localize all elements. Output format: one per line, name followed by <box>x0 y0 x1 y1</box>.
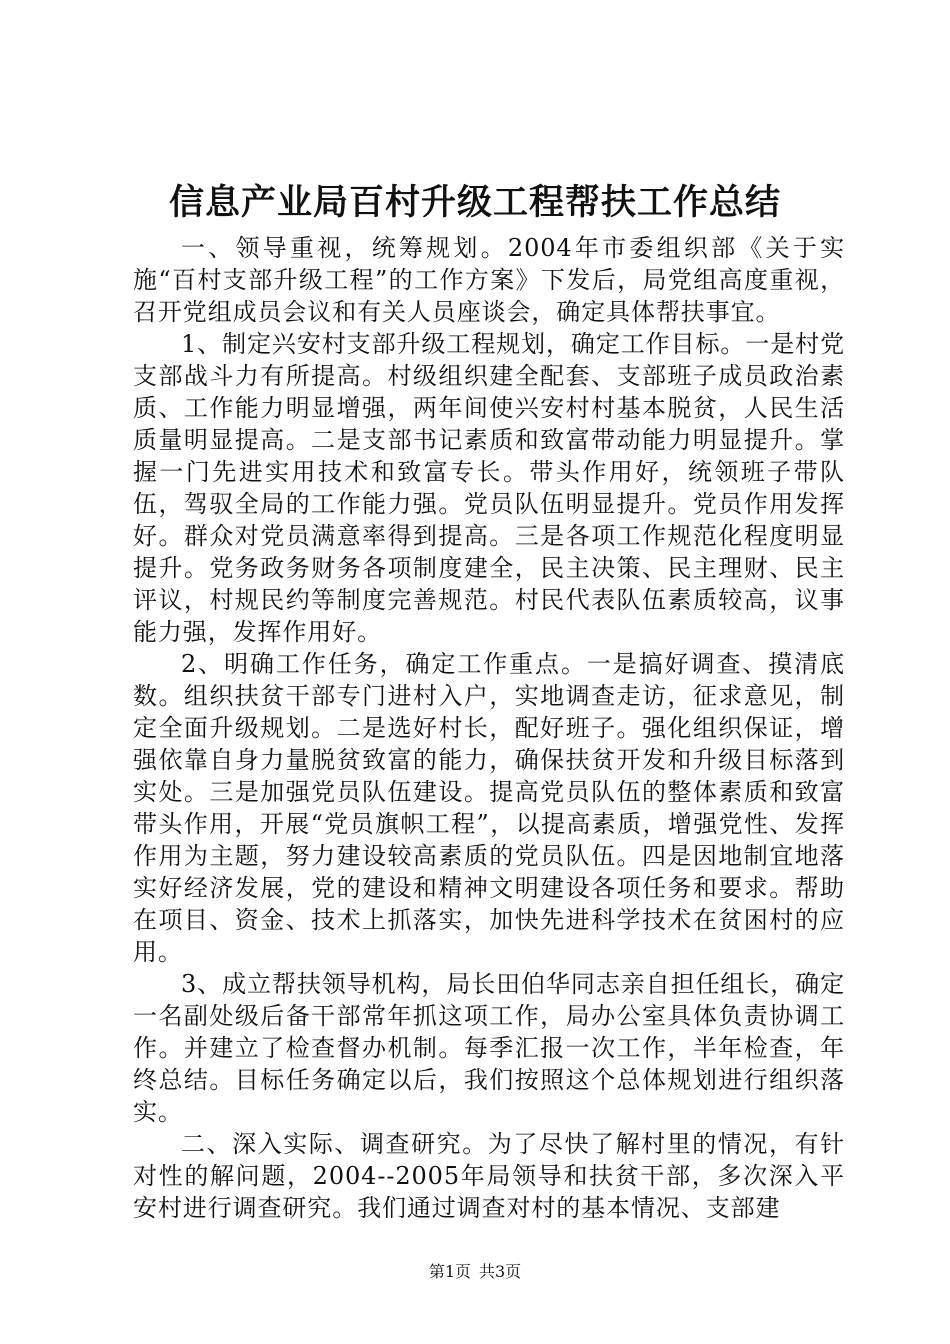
paragraph-investigation: 二、深入实际、调查研究。为了尽快了解村里的情况，有针对性的解问题，2004--2005年局领导和扶贫干部，多次深入平安村进行调查研究。我们通过调查对村的基本情况、支部建 <box>133 1130 845 1222</box>
paragraph-plan-goals: 1、制定兴安村支部升级工程规划，确定工作目标。一是村党支部战斗力有所提高。村级组织建全配套、支部班子成员政治素质、工作能力明显增强，两年间使兴安村村基本脱贫，人民生活质量明显提高。二是支部书记素质和致富带动能力明显提升。掌握一门先进实用技术和致富专长。带头作用好，统领班子带队伍，驾驭全局的工作能力强。党员队伍明显提升。党员作用发挥好。群众对党员满意率得到提高。三是各项工作规范化程度明显提升。党务政务财务各项制度建全，民主决策、民主理财、民主评议，村规民约等制度完善规范。村民代表队伍素质较高，议事能力强，发挥作用好。 <box>133 330 845 646</box>
page-number: 第1页 <box>428 1262 471 1281</box>
paragraph-leadership: 一、领导重视，统筹规划。2004年市委组织部《关于实施“百村支部升级工程”的工作方案》下发后，局党组高度重视，召开党组成员会议和有关人员座谈会，确定具体帮扶事宜。 <box>133 234 845 326</box>
page-footer <box>0 1262 950 1282</box>
paragraph-tasks-focus: 2、明确工作任务，确定工作重点。一是搞好调查、摸清底数。组织扶贫干部专门进村入户，实地调查走访，征求意见，制定全面升级规划。二是选好村长，配好班子。强化组织保证，增强依靠自身力量脱贫致富的能力，确保扶贫开发和升级目标落到实处。三是加强党员队伍建设。提高党员队伍的整体素质和致富带头作用，开展“党员旗帜工程”，以提高素质，增强党性、发挥作用为主题，努力建设较高素质的党员队伍。四是因地制宜地落实好经济发展，党的建设和精神文明建设各项任务和要求。帮助在项目、资金、技术上抓落实，加快先进科学技术在贫困村的应用。 <box>133 650 845 966</box>
document-body <box>133 232 845 1224</box>
document-title: 信息产业局百村升级工程帮扶工作总结 <box>168 182 781 223</box>
paragraph-leading-body: 3、成立帮扶领导机构，局长田伯华同志亲自担任组长，确定一名副处级后备干部常年抓这项工作，局办公室具体负责协调工作。并建立了检查督办机制。每季汇报一次工作，半年检查，年终总结。目标任务确定以后，我们按照这个总体规划进行组织落实。 <box>133 970 845 1126</box>
page-total: 共3页 <box>479 1262 522 1281</box>
